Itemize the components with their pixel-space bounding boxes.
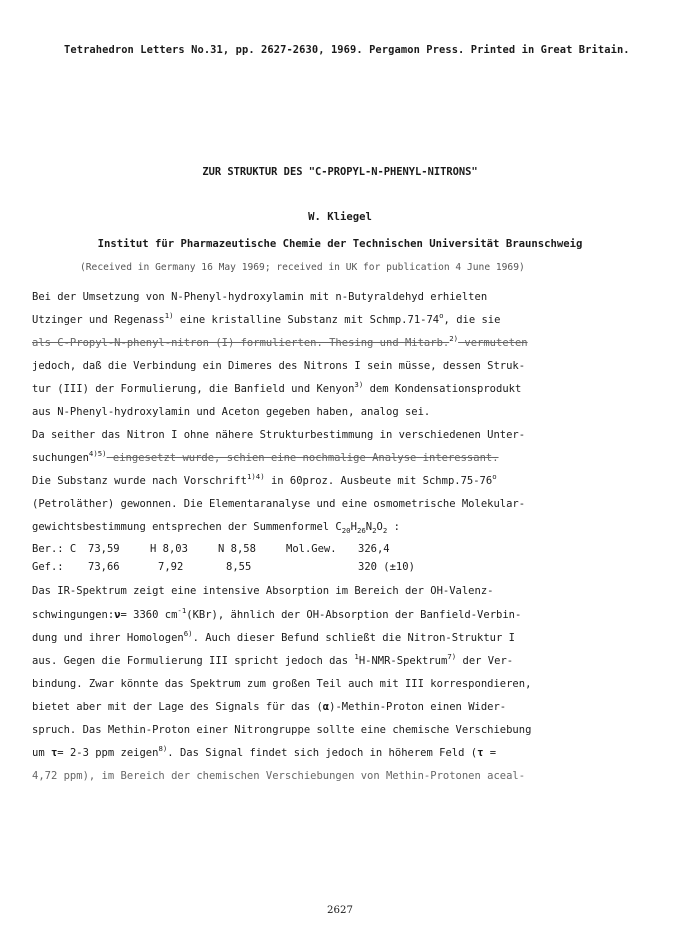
citation-ref: 6) xyxy=(183,629,193,638)
citation-ref: 1) xyxy=(164,311,174,320)
body-line: Die Substanz wurde nach Vorschrift$^{1)4)}$ in 60proz. Ausbeute mit Schmp.75-76$^o$ xyxy=(32,472,497,487)
body-line: um τ= 2-3 ppm zeigen$^{8)}$. Das Signal findet sich jedoch in höherem Feld (τ = xyxy=(32,744,497,759)
body-line: Das IR-Spektrum zeigt eine intensive Absorption im Bereich der OH-Valenz- xyxy=(32,585,494,597)
body-line: suchungen$^{4)5)}$ eingesetzt wurde, schien eine nochmalige Analyse interessant. xyxy=(32,449,499,464)
institute-affiliation: Institut für Pharmazeutische Chemie der Technischen Universität Braunschweig xyxy=(97,238,583,250)
body-line: als C-Propyl-N-phenyl-nitron (I) formulierten. Thesing und Mitarb.$^{2)}$ vermuteten xyxy=(32,334,528,349)
body-line: (Petroläther) gewonnen. Die Elementaranalyse und eine osmometrische Molekular- xyxy=(32,498,526,510)
body-line: bietet aber mit der Lage des Signals für das (α)-Methin-Proton einen Wider- xyxy=(32,701,507,713)
molecular-formula-line: gewichtsbestimmung entsprechen der Summenformel $C_{20}H_{26}N_2O_2$ : xyxy=(32,521,400,535)
body-line: Bei der Umsetzung von N-Phenyl-hydroxylamin mit n-Butyraldehyd erhielten xyxy=(32,291,488,303)
body-line: aus. Gegen die Formulierung III spricht jedoch das $^1$H-NMR-Spektrum$^{7)}$ der Ver- xyxy=(32,652,514,667)
body-line: aus N-Phenyl-hydroxylamin und Aceton gegeben haben, analog sei. xyxy=(32,406,431,418)
article-title: ZUR STRUKTUR DES "C-PROPYL-N-PHENYL-NITRONS" xyxy=(202,166,478,178)
citation-ref: 3) xyxy=(354,380,364,389)
page-number: 2627 xyxy=(327,905,353,916)
citation-ref: 7) xyxy=(447,652,457,661)
citation-ref: 2) xyxy=(449,334,459,343)
author-name: W. Kliegel xyxy=(308,211,372,223)
analysis-row-found: Gef.: 73,66 7,92 8,55 320 (±10) xyxy=(32,561,415,573)
journal-header: Tetrahedron Letters No.31, pp. 2627-2630, 1969. Pergamon Press. Printed in Great Britain. xyxy=(64,44,630,56)
analysis-row-calculated: Ber.: C 73,59 H 8,03 N 8,58 Mol.Gew. 326,4 xyxy=(32,543,390,555)
body-line: spruch. Das Methin-Proton einer Nitrongruppe sollte eine chemische Verschiebung xyxy=(32,724,532,736)
citation-ref: 1)4) xyxy=(246,472,265,481)
received-dates: (Received in Germany 16 May 1969; received in UK for publication 4 June 1969) xyxy=(80,262,525,273)
body-line: schwingungen:ν= 3360 $cm^{-1}(KBr)$, ähnlich der OH-Absorption der Banfield-Verbin- xyxy=(32,606,522,621)
body-line: jedoch, daß die Verbindung ein Dimeres des Nitrons I sein müsse, dessen Struk- xyxy=(32,360,526,372)
citation-ref: 8) xyxy=(158,744,168,753)
body-line: bindung. Zwar könnte das Spektrum zum großen Teil auch mit III korrespondieren, xyxy=(32,678,532,690)
body-line: tur (III) der Formulierung, die Banfield und Kenyon$^{3)}$ dem Kondensationsprodukt xyxy=(32,380,522,395)
body-line: dung und ihrer Homologen$^{6)}$. Auch dieser Befund schließt die Nitron-Struktur I xyxy=(32,629,515,644)
body-line: 4,72 ppm), im Bereich der chemischen Verschiebungen von Methin-Protonen aceal- xyxy=(32,770,526,782)
citation-ref: 4)5) xyxy=(88,449,107,458)
body-line: Da seither das Nitron I ohne nähere Strukturbestimmung in verschiedenen Unter- xyxy=(32,429,526,441)
body-line: Utzinger und Regenass$^{1)}$ eine kristalline Substanz mit Schmp.71-74$^o$, die sie xyxy=(32,311,501,326)
